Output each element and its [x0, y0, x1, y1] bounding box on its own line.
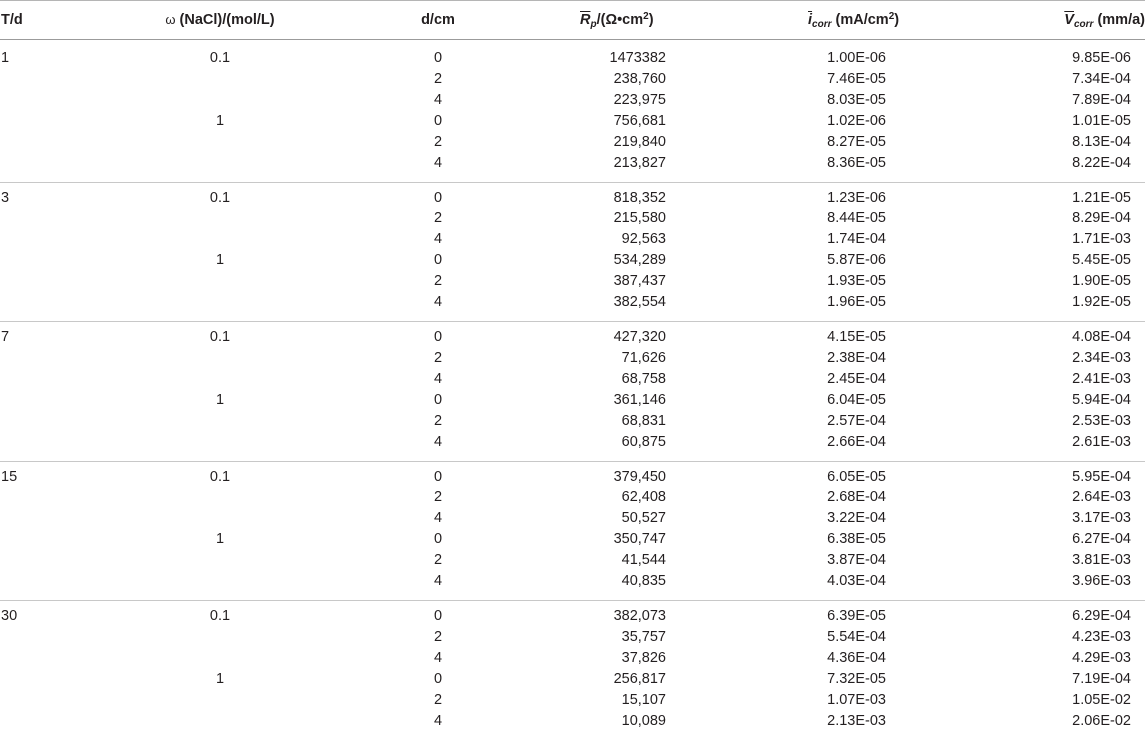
icorr-cell: 6.05E-05: [827, 468, 886, 485]
nacl-cell: 1: [215, 252, 225, 269]
table-row: [0, 271, 1145, 291]
depth-cell: 4: [433, 294, 443, 310]
vcorr-cell: 2.41E-03: [1072, 370, 1131, 387]
table-row: [0, 467, 1145, 487]
depth-cell: 2: [433, 489, 443, 506]
rp-cell: 15,107: [621, 691, 666, 708]
icorr-cell: 6.38E-05: [827, 531, 886, 548]
rp-cell: 41,544: [621, 552, 666, 569]
icorr-cell: 2.45E-04: [827, 370, 886, 387]
rp-cell: 215,580: [613, 210, 666, 227]
rp-cell: 10,089: [621, 712, 666, 729]
table-row: [0, 292, 1145, 312]
depth-cell: 2: [433, 70, 443, 87]
rp-cell: 756,681: [613, 112, 666, 129]
depth-cell: 0: [433, 670, 443, 687]
rp-cell: 219,840: [613, 133, 666, 150]
vcorr-cell: 2.53E-03: [1072, 412, 1131, 429]
rp-cell: 68,831: [621, 412, 666, 429]
icorr-cell: 8.36E-05: [827, 154, 886, 171]
icorr-cell: 2.68E-04: [827, 489, 886, 506]
vcorr-cell: 5.45E-05: [1072, 252, 1131, 269]
vcorr-cell: 8.29E-04: [1072, 210, 1131, 227]
table-row: [0, 348, 1145, 368]
group-divider: [0, 321, 1145, 322]
rp-cell: 534,289: [613, 252, 666, 269]
table-row: [0, 188, 1145, 208]
nacl-cell: 1: [215, 670, 225, 687]
vcorr-cell: 1.71E-03: [1072, 231, 1131, 248]
rp-cell: 92,563: [621, 231, 666, 248]
table-header: [0, 1, 1145, 39]
rp-cell: 68,758: [621, 370, 666, 387]
icorr-cell: 1.02E-06: [827, 112, 886, 129]
nacl-cell: 1: [215, 531, 225, 548]
vcorr-cell: 1.05E-02: [1072, 691, 1131, 708]
depth-cell: 0: [433, 531, 443, 548]
table-row: [0, 90, 1145, 110]
header-nacl-concentration: ω (NaCl)/(mol/L): [165, 12, 275, 28]
depth-cell: 2: [433, 133, 443, 150]
icorr-cell: 3.87E-04: [827, 552, 886, 569]
table-row: [0, 48, 1145, 68]
icorr-cell: 3.22E-04: [827, 510, 886, 527]
icorr-cell: 6.04E-05: [827, 391, 886, 408]
nacl-cell: 1: [215, 112, 225, 129]
icorr-cell: 7.32E-05: [827, 670, 886, 687]
table-row: [0, 411, 1145, 431]
vcorr-cell: 5.95E-04: [1072, 468, 1131, 485]
rp-cell: 223,975: [613, 91, 666, 108]
depth-cell: 0: [433, 189, 443, 206]
rp-cell: 427,320: [613, 329, 666, 345]
icorr-cell: 2.57E-04: [827, 412, 886, 429]
nacl-cell: 0.1: [209, 329, 231, 345]
table-row: [0, 369, 1145, 389]
rp-cell: 71,626: [621, 349, 666, 366]
table-row: [0, 69, 1145, 89]
vcorr-cell: 1.21E-05: [1072, 189, 1131, 206]
table-row: [0, 529, 1145, 549]
time-cell: 15: [1, 468, 18, 485]
rp-cell: 60,875: [621, 433, 666, 450]
icorr-cell: 1.93E-05: [827, 273, 886, 290]
icorr-cell: 1.23E-06: [827, 189, 886, 206]
icorr-cell: 6.39E-05: [827, 608, 886, 624]
vcorr-cell: 2.06E-02: [1072, 712, 1131, 729]
icorr-cell: 2.13E-03: [827, 712, 886, 729]
vcorr-cell: 1.01E-05: [1072, 112, 1131, 129]
group-divider: [0, 182, 1145, 183]
vcorr-cell: 2.64E-03: [1072, 489, 1131, 506]
vcorr-cell: 9.85E-06: [1072, 50, 1131, 66]
depth-cell: 4: [433, 231, 443, 248]
vcorr-cell: 3.96E-03: [1072, 573, 1131, 589]
depth-cell: 2: [433, 552, 443, 569]
depth-cell: 4: [433, 91, 443, 108]
icorr-cell: 8.03E-05: [827, 91, 886, 108]
vcorr-cell: 3.17E-03: [1072, 510, 1131, 527]
icorr-cell: 7.46E-05: [827, 70, 886, 87]
table-row: [0, 606, 1145, 626]
rp-cell: 379,450: [613, 468, 666, 485]
rp-cell: 818,352: [613, 189, 666, 206]
rp-cell: 382,073: [613, 608, 666, 624]
vcorr-cell: 7.34E-04: [1072, 70, 1131, 87]
depth-cell: 2: [433, 349, 443, 366]
time-cell: 30: [1, 608, 18, 624]
vcorr-cell: 6.27E-04: [1072, 531, 1131, 548]
table-row: [0, 627, 1145, 647]
icorr-cell: 4.15E-05: [827, 329, 886, 345]
depth-cell: 2: [433, 691, 443, 708]
nacl-cell: 1: [215, 391, 225, 408]
depth-cell: 4: [433, 573, 443, 589]
table-row: [0, 487, 1145, 507]
rp-cell: 382,554: [613, 294, 666, 310]
table-row: [0, 208, 1145, 228]
depth-cell: 4: [433, 712, 443, 729]
icorr-cell: 1.96E-05: [827, 294, 886, 310]
header-corrosion-current: $\overline{i}_{corr}$ $(mA/cm^2)$: [808, 11, 900, 30]
table-row: [0, 132, 1145, 152]
depth-cell: 0: [433, 112, 443, 129]
icorr-cell: 5.54E-04: [827, 628, 886, 645]
table-row: [0, 250, 1145, 270]
vcorr-cell: 4.29E-03: [1072, 649, 1131, 666]
time-cell: 1: [1, 50, 10, 66]
rp-cell: 50,527: [621, 510, 666, 527]
time-cell: 7: [1, 329, 10, 345]
icorr-cell: 5.87E-06: [827, 252, 886, 269]
depth-cell: 4: [433, 433, 443, 450]
rp-cell: 256,817: [613, 670, 666, 687]
vcorr-cell: 7.89E-04: [1072, 91, 1131, 108]
depth-cell: 0: [433, 329, 443, 345]
nacl-cell: 0.1: [209, 50, 231, 66]
group-divider: [0, 600, 1145, 601]
depth-cell: 2: [433, 412, 443, 429]
table-row: [0, 111, 1145, 131]
depth-cell: 4: [433, 510, 443, 527]
table-row: [0, 550, 1145, 570]
table-row: [0, 508, 1145, 528]
table-row: [0, 432, 1145, 452]
icorr-cell: 8.27E-05: [827, 133, 886, 150]
nacl-cell: 0.1: [209, 189, 231, 206]
depth-cell: 0: [433, 468, 443, 485]
icorr-cell: 1.00E-06: [827, 50, 886, 66]
table-row: [0, 327, 1145, 347]
table-row: [0, 390, 1145, 410]
header-depth: d/cm: [421, 12, 455, 28]
table-row: [0, 690, 1145, 710]
vcorr-cell: 1.90E-05: [1072, 273, 1131, 290]
group-divider: [0, 461, 1145, 462]
table-row: [0, 229, 1145, 249]
depth-cell: 2: [433, 628, 443, 645]
icorr-cell: 4.36E-04: [827, 649, 886, 666]
table-row: [0, 153, 1145, 173]
depth-cell: 4: [433, 154, 443, 171]
rp-cell: 213,827: [613, 154, 666, 171]
vcorr-cell: 2.61E-03: [1072, 433, 1131, 450]
rp-cell: 62,408: [621, 489, 666, 506]
table-row: [0, 648, 1145, 668]
header-rule: [0, 39, 1145, 40]
icorr-cell: 2.66E-04: [827, 433, 886, 450]
table-row: [0, 571, 1145, 591]
depth-cell: 0: [433, 608, 443, 624]
icorr-cell: 1.74E-04: [827, 231, 886, 248]
depth-cell: 2: [433, 273, 443, 290]
rp-cell: 238,760: [613, 70, 666, 87]
vcorr-cell: 7.19E-04: [1072, 670, 1131, 687]
vcorr-cell: 8.22E-04: [1072, 154, 1131, 171]
vcorr-cell: 2.34E-03: [1072, 349, 1131, 366]
depth-cell: 0: [433, 391, 443, 408]
rp-cell: 37,826: [621, 649, 666, 666]
rp-cell: 40,835: [621, 573, 666, 589]
vcorr-cell: 5.94E-04: [1072, 391, 1131, 408]
rp-cell: 361,146: [613, 391, 666, 408]
depth-cell: 0: [433, 252, 443, 269]
time-cell: 3: [1, 189, 10, 206]
icorr-cell: 1.07E-03: [827, 691, 886, 708]
depth-cell: 4: [433, 370, 443, 387]
table-row: [0, 711, 1145, 731]
icorr-cell: 2.38E-04: [827, 349, 886, 366]
table-row: [0, 669, 1145, 689]
header-polarization-resistance: $\overline{R}_p/(\Omega•cm^2)$: [580, 11, 654, 30]
vcorr-cell: 8.13E-04: [1072, 133, 1131, 150]
vcorr-cell: 3.81E-03: [1072, 552, 1131, 569]
rp-cell: 350,747: [613, 531, 666, 548]
icorr-cell: 4.03E-04: [827, 573, 886, 589]
rp-cell: 1473382: [609, 50, 666, 66]
vcorr-cell: 1.92E-05: [1072, 294, 1131, 310]
rp-cell: 35,757: [621, 628, 666, 645]
nacl-cell: 0.1: [209, 608, 231, 624]
header-time: T/d: [1, 12, 23, 28]
nacl-cell: 0.1: [209, 468, 231, 485]
depth-cell: 2: [433, 210, 443, 227]
vcorr-cell: 6.29E-04: [1072, 608, 1131, 624]
header-corrosion-rate: $\overline{V}_{corr}$ (mm/a): [1064, 12, 1145, 30]
depth-cell: 0: [433, 50, 443, 66]
vcorr-cell: 4.23E-03: [1072, 628, 1131, 645]
rp-cell: 387,437: [613, 273, 666, 290]
vcorr-cell: 4.08E-04: [1072, 329, 1131, 345]
icorr-cell: 8.44E-05: [827, 210, 886, 227]
depth-cell: 4: [433, 649, 443, 666]
